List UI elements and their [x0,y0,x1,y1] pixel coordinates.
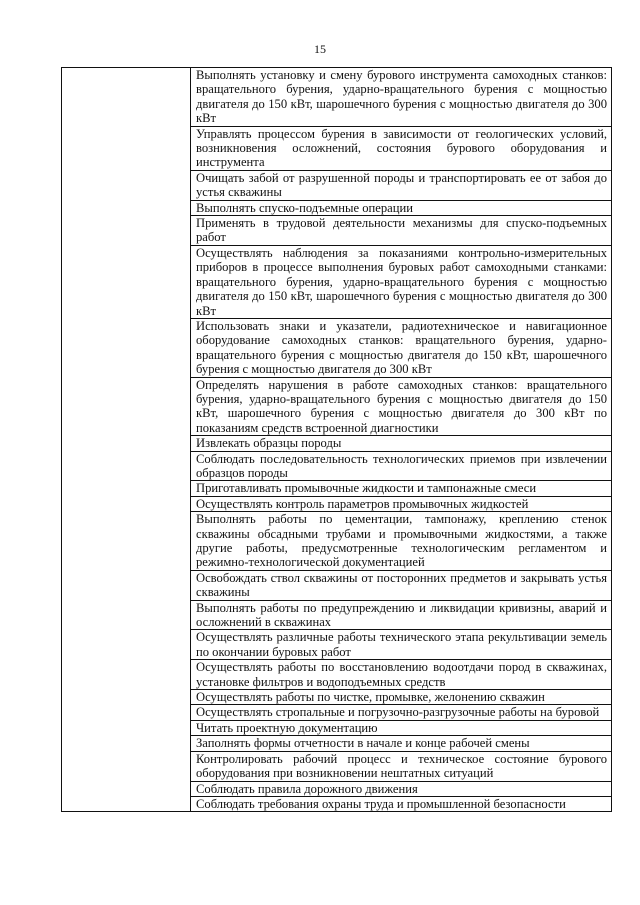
table-cell: Читать проектную документацию [191,720,612,735]
table-cell: Контролировать рабочий процесс и техническое состояние бурового оборудования при возникновении нештатных ситуаций [191,751,612,781]
table-cell: Осуществлять контроль параметров промывочных жидкостей [191,496,612,511]
page-number: 15 [314,42,326,56]
table-cell: Определять нарушения в работе самоходных станков: вращательного бурения, ударно-вращательного бурения с мощностью двигателя до 150 кВт, шарошечного бурения с мощностью двигателя до 300 кВт по показаниям средств встроенной диагностики [191,377,612,436]
table-cell: Соблюдать требования охраны труда и промышленной безопасности [191,796,612,811]
left-column-cell [62,68,191,812]
table-cell: Осуществлять наблюдения за показаниями контрольно-измерительных приборов в процессе выполнения буровых работ самоходными станками: вращательного бурения, ударно-вращательного бурения с мощностью двигателя до 150 кВт, шарошечного бурения с мощностью двигателя до 300 кВт [191,245,612,318]
table-cell: Применять в трудовой деятельности механизмы для спуско-подъемных работ [191,216,612,246]
table-cell: Выполнять работы по предупреждению и ликвидации кривизны, аварий и осложнений в скважинах [191,600,612,630]
table-cell: Выполнять установку и смену бурового инструмента самоходных станков: вращательного бурения, ударно-вращательного бурения с мощностью двигателя до 150 кВт, шарошечного бурения с мощностью двигателя до 300 кВт [191,68,612,127]
table-cell: Соблюдать последовательность технологических приемов при извлечении образцов породы [191,451,612,481]
table-row [62,68,612,127]
skills-table-body [62,68,612,812]
table-cell: Осуществлять работы по чистке, промывке, желонению скважин [191,690,612,705]
table-cell: Приготавливать промывочные жидкости и тампонажные смеси [191,481,612,496]
table-cell: Осуществлять стропальные и погрузочно-разгрузочные работы на буровой [191,705,612,720]
table-cell: Управлять процессом бурения в зависимости от геологических условий, возникновения осложнений, состояния бурового оборудования и инструмента [191,126,612,170]
table-cell: Извлекать образцы породы [191,436,612,451]
table-cell: Использовать знаки и указатели, радиотехническое и навигационное оборудование самоходных станков: вращательного бурения, ударно-вращательного бурения с мощностью двигателя до 150 кВт, шарошечного бурения с мощностью двигателя до 300 кВт [191,318,612,377]
table-cell: Очищать забой от разрушенной породы и транспортировать ее от забоя до устья скважины [191,170,612,200]
table-cell: Выполнять работы по цементации, тампонажу, креплению стенок скважины обсадными трубами и промывочными жидкостями, а также другие работы, предусмотренные технологическим регламентом и режимно-технологической документацией [191,512,612,571]
table-cell: Соблюдать правила дорожного движения [191,781,612,796]
table-cell: Осуществлять работы по восстановлению водоотдачи пород в скважинах, установке фильтров и водоподъемных средств [191,660,612,690]
table-cell: Выполнять спуско-подъемные операции [191,200,612,215]
table-cell: Освобождать ствол скважины от посторонних предметов и закрывать устья скважины [191,570,612,600]
table-cell: Заполнять формы отчетности в начале и конце рабочей смены [191,736,612,751]
table-cell: Осуществлять различные работы технического этапа рекультивации земель по окончании буровых работ [191,630,612,660]
skills-table [61,67,612,812]
